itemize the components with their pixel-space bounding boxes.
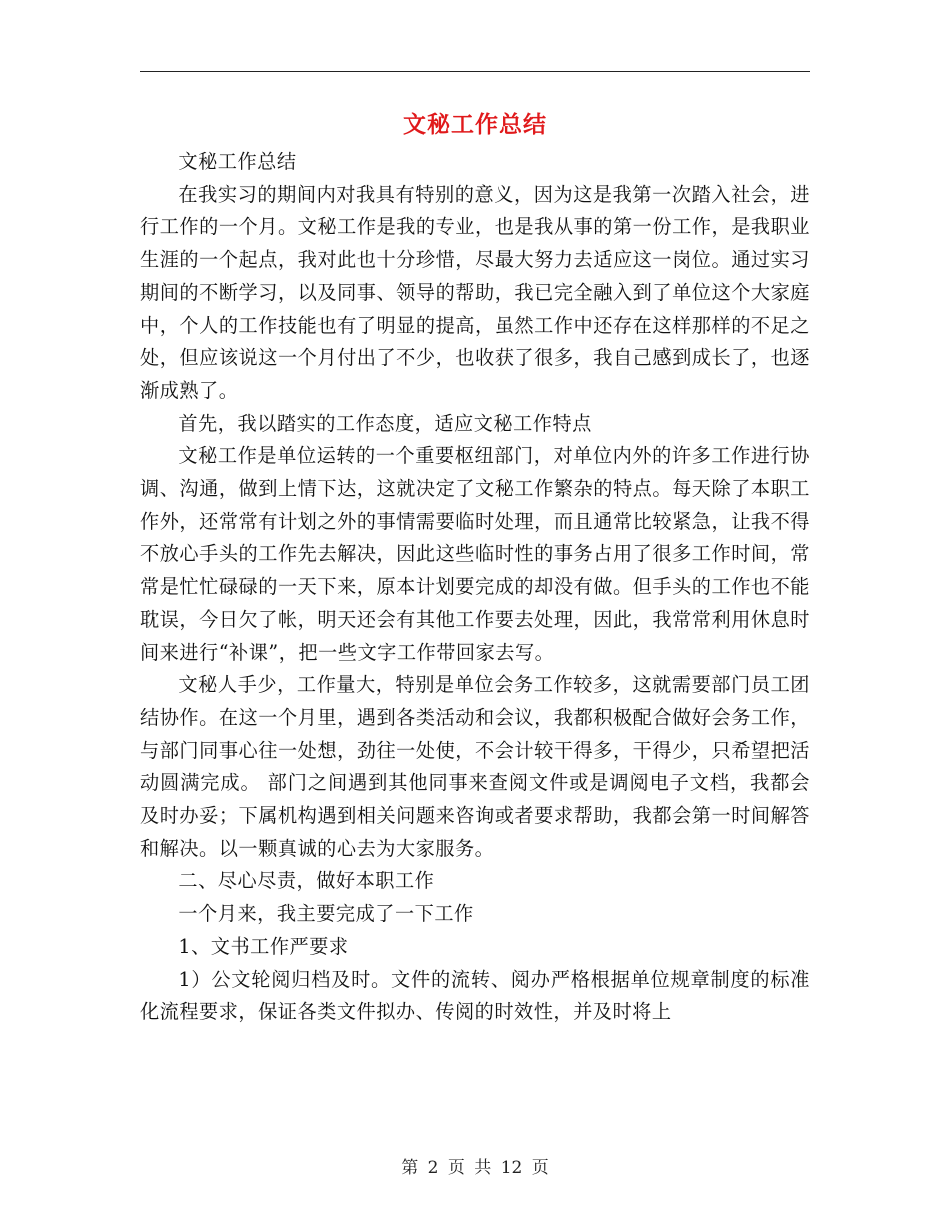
paragraph-hub-department: 文秘工作是单位运转的一个重要枢纽部门，对单位内外的许多工作进行协调、沟通，做到上情下达，这就决定了文秘工作繁杂的特点。每天除了本职工作外，还常常有计划之外的事情需要临时处理，而且通常比较紧急，让我不得不放心手头的工作先去解决，因此这些临时性的事务占用了很多工作时间，常常是忙忙碌碌的一天下来，原本计划要完成的却没有做。但手头的工作也不能耽误，今日欠了帐，明天还会有其他工作要去处理，因此，我常常利用休息时间来进行“补课”，把一些文字工作带回家去写。: [140, 444, 810, 664]
page-number-footer: 第 2 页 共 12 页: [401, 1158, 549, 1178]
header-rule: [140, 71, 810, 72]
paragraph-teamwork: 文秘人手少，工作量大，特别是单位会务工作较多，这就需要部门员工团结协作。在这一个月里，遇到各类活动和会议，我都积极配合做好会务工作，与部门同事心往一处想，劲往一处使，不会计较干得多，干得少，只希望把活动圆满完成。 部门之间遇到其他同事来查阅文件或是调阅电子文档，我都会及时办妥；下属机构遇到相关问题来咨询或者要求帮助，我都会第一时间解答和解决。以一颗真诚的心去为大家服务。: [140, 673, 810, 860]
paragraph-heading-first: 首先，我以踏实的工作态度，适应文秘工作特点: [178, 411, 592, 435]
paragraph-subtitle: 文秘工作总结: [178, 150, 297, 173]
paragraph-month-summary: 一个月来，我主要完成了一下工作: [178, 902, 474, 926]
document-title: 文秘工作总结: [403, 111, 547, 138]
paragraph-intro: 在我实习的期间内对我具有特别的意义，因为这是我第一次踏入社会，进行工作的一个月。文秘工作是我的专业，也是我从事的第一份工作，是我职业生涯的一个起点，我对此也十分珍惜，尽最大努力去适应这一岗位。通过实习期间的不断学习，以及同事、领导的帮助，我已完全融入到了单位这个大家庭中，个人的工作技能也有了明显的提高，虽然工作中还存在这样那样的不足之处，但应该说这一个月付出了不少，也收获了很多，我自己感到成长了，也逐渐成熟了。: [140, 182, 810, 402]
paragraph-archiving: 1）公文轮阅归档及时。文件的流转、阅办严格根据单位规章制度的标准化流程要求，保证各类文件拟办、传阅的时效性，并及时将上: [140, 967, 810, 1024]
document-body: [140, 146, 810, 1029]
paragraph-heading-documents: 1、文书工作严要求: [178, 934, 349, 958]
paragraph-heading-second: 二、尽心尽责，做好本职工作: [178, 869, 435, 893]
